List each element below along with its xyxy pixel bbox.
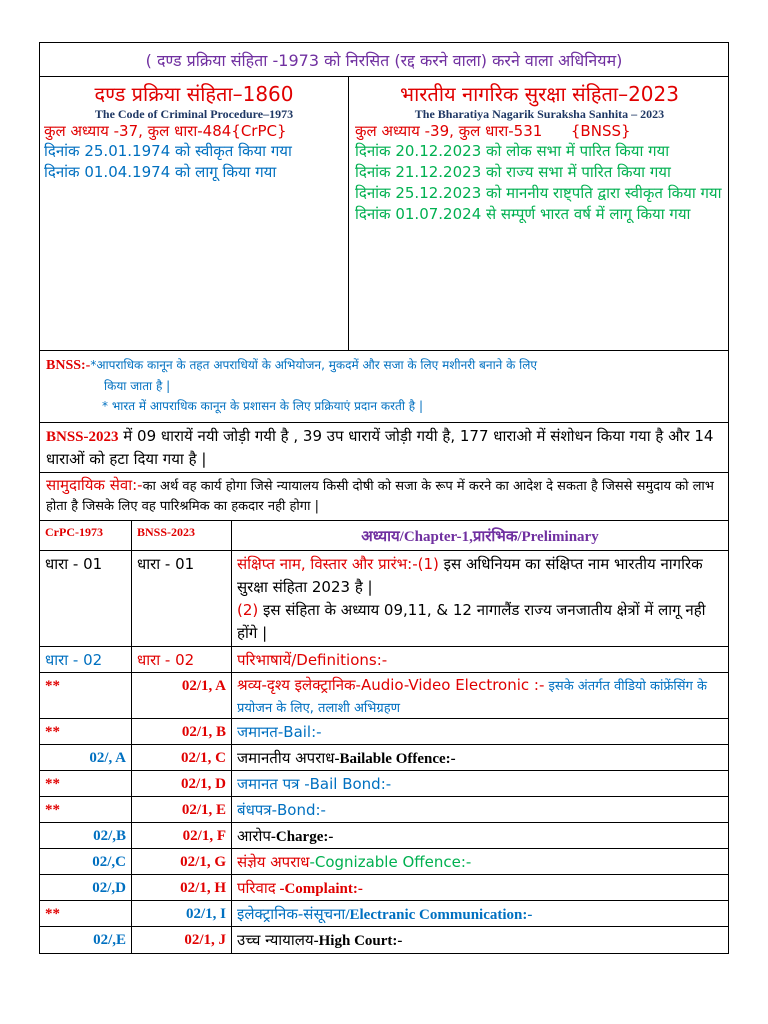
crpc-section: 02/, A bbox=[40, 745, 132, 770]
definition-term bbox=[232, 901, 728, 926]
bnss-date-3: दिनांक 25.12.2023 को माननीय राष्ट्पति द्वारा स्वीकृत किया गया bbox=[355, 184, 722, 202]
crpc-date-2: दिनांक 01.04.1974 को लागू किया गया bbox=[44, 163, 277, 181]
bnss-section: 02/1, D bbox=[132, 771, 232, 796]
bnss-count: कुल अध्याय -39, कुल धारा-531 {BNSS} bbox=[355, 122, 631, 140]
term-cognizable-hi: संज्ञेय अपराध bbox=[237, 853, 310, 871]
amendment-label: BNSS-2023 bbox=[46, 429, 119, 445]
section-1-label: संक्षिप्त नाम, विस्तार और प्रारंभ:-(1) bbox=[237, 555, 439, 573]
crpc-section: धारा - 01 bbox=[40, 551, 132, 646]
crpc-section: ** bbox=[40, 719, 132, 744]
term-bailable-offence-en: -Bailable Offence:- bbox=[334, 751, 456, 767]
bnss-section: धारा - 01 bbox=[132, 551, 232, 646]
table-row bbox=[40, 745, 728, 771]
crpc-column bbox=[40, 77, 349, 350]
definition-term bbox=[232, 823, 728, 848]
term-charge-hi: आरोप bbox=[237, 827, 271, 845]
crpc-column-header: CrPC-1973 bbox=[40, 521, 132, 550]
term-bond: बंधपत्र-Bond:- bbox=[237, 801, 326, 819]
bnss-date-4: दिनांक 01.07.2024 से सम्पूर्ण भारत वर्ष में लागू किया गया bbox=[355, 205, 691, 223]
bnss-english-title: The Bharatiya Nagarik Suraksha Sanhita – 2023 bbox=[414, 107, 665, 121]
crpc-section: धारा - 02 bbox=[40, 647, 132, 672]
crpc-count: कुल अध्याय -37, कुल धारा-484{CrPC} bbox=[44, 122, 287, 140]
crpc-section: ** bbox=[40, 673, 132, 718]
bnss-def-label: BNSS:- bbox=[46, 358, 91, 373]
community-label: सामुदायिक सेवा:- bbox=[46, 476, 143, 494]
section-1-text: इस अधिनियम का संक्षिप्त नाम भारतीय नागरिक सुरक्षा संहिता 2023 है | bbox=[237, 555, 703, 596]
term-charge-en: -Charge:- bbox=[270, 829, 334, 845]
term-complaint-en: -Complaint:- bbox=[275, 881, 363, 897]
crpc-title: दण्ड प्रक्रिया संहिता–1860 bbox=[94, 82, 294, 106]
crpc-date-1: दिनांक 25.01.1974 को स्वीकृत किया गया bbox=[44, 142, 292, 160]
term-bail: जमानत-Bail:- bbox=[237, 723, 322, 741]
code-comparison bbox=[40, 77, 728, 351]
table-row bbox=[40, 551, 728, 647]
bnss-section: 02/1, F bbox=[132, 823, 232, 848]
section-1-sub-text: इस संहिता के अध्याय 09,11, & 12 नागालैंड राज्य जनजातीय क्षेत्रों में लागू नही होंगे | bbox=[237, 601, 706, 642]
definition-term bbox=[232, 927, 728, 953]
term-bail-bond: जमानत पत्र -Bail Bond:- bbox=[237, 775, 392, 793]
definition-term bbox=[232, 745, 728, 770]
bnss-def-line-2: किया जाता है | bbox=[104, 379, 171, 393]
table-row bbox=[40, 719, 728, 745]
bnss-definition bbox=[40, 351, 728, 423]
bnss-section: 02/1, B bbox=[132, 719, 232, 744]
crpc-section: ** bbox=[40, 797, 132, 822]
table-row bbox=[40, 927, 728, 953]
crpc-section: 02/,E bbox=[40, 927, 132, 953]
bnss-section: 02/1, A bbox=[132, 673, 232, 718]
crpc-english-title: The Code of Criminal Procedure–1973 bbox=[94, 107, 294, 121]
crpc-section: ** bbox=[40, 901, 132, 926]
term-electronic-en: /Electranic Communication:- bbox=[345, 907, 533, 923]
bnss-title: भारतीय नागरिक सुरक्षा संहिता–2023 bbox=[400, 82, 679, 106]
table-row bbox=[40, 673, 728, 719]
term-cognizable-en: -Cognizable Offence:- bbox=[309, 853, 472, 871]
bnss-section: 02/1, C bbox=[132, 745, 232, 770]
bnss-def-line-3: * भारत में आपराधिक कानून के प्रशासन के लिए प्रक्रियाएं प्रदान करती है | bbox=[102, 399, 423, 413]
act-header: ( दण्ड प्रक्रिया संहिता -1973 को निरसित (रद्द करने वाला) करने वाला अधिनियम) bbox=[40, 43, 728, 77]
crpc-section: 02/,C bbox=[40, 849, 132, 874]
definition-term bbox=[232, 875, 728, 900]
table-header-row bbox=[40, 521, 728, 551]
bnss-amendment-summary bbox=[40, 423, 728, 473]
section-1-sub-label: (2) bbox=[237, 601, 259, 619]
bnss-section: धारा - 02 bbox=[132, 647, 232, 672]
bnss-section: 02/1, H bbox=[132, 875, 232, 900]
table-row bbox=[40, 823, 728, 849]
term-audio-video: श्रव्य-दृश्य इलेक्ट्रानिक-Audio-Video Electronic :- bbox=[237, 676, 545, 694]
bnss-column bbox=[349, 77, 728, 350]
bnss-date-1: दिनांक 20.12.2023 को लोक सभा में पारित किया गया bbox=[355, 142, 670, 160]
crpc-section: 02/,B bbox=[40, 823, 132, 848]
table-row bbox=[40, 875, 728, 901]
chapter-title: अध्याय/Chapter-1,प्रारंभिक/Preliminary bbox=[361, 529, 599, 545]
term-audio-video-desc: इसके अंतर्गत वीडियो कांफ्रेंसिंग के प्रयोजन के लिए, तलाशी अभिग्रहण bbox=[237, 679, 707, 716]
bnss-section: 02/1, J bbox=[132, 927, 232, 953]
term-complaint-hi: परिवाद bbox=[237, 879, 276, 897]
table-row bbox=[40, 849, 728, 875]
table-row bbox=[40, 771, 728, 797]
section-content bbox=[232, 551, 728, 646]
crpc-section: 02/,D bbox=[40, 875, 132, 900]
table-row bbox=[40, 901, 728, 927]
term-bailable-offence-hi: जमानतीय अपराध bbox=[237, 749, 335, 767]
bnss-def-line-1: *आपराधिक कानून के तहत अपराधियों के अभियोजन, मुकदमें और सजा के लिए मशीनरी बनाने के लिए bbox=[90, 358, 538, 372]
definition-term bbox=[232, 673, 728, 718]
amendment-text: में 09 धारायें नयी जोड़ी गयी है , 39 उप धारायें जोड़ी गयी है, 177 धाराओ में संशोधन किया गया है और 14 धाराओं को हटा दिया गया है | bbox=[46, 427, 714, 468]
bnss-section: 02/1, E bbox=[132, 797, 232, 822]
table-row bbox=[40, 797, 728, 823]
bnss-date-2: दिनांक 21.12.2023 को राज्य सभा में पारित किया गया bbox=[355, 163, 671, 181]
definitions-heading: परिभाषायें/Definitions:- bbox=[237, 651, 388, 669]
term-electronic-hi: इलेक्ट्रानिक-संसूचना bbox=[237, 905, 346, 923]
crpc-section: ** bbox=[40, 771, 132, 796]
bnss-section: 02/1, I bbox=[132, 901, 232, 926]
term-high-court-hi: उच्च न्यायालय bbox=[237, 931, 314, 949]
document-table bbox=[39, 42, 729, 954]
bnss-column-header: BNSS-2023 bbox=[132, 521, 232, 550]
community-service bbox=[40, 473, 728, 521]
definition-term bbox=[232, 849, 728, 874]
term-high-court-en: -High Court:- bbox=[313, 933, 403, 949]
table-row bbox=[40, 647, 728, 673]
community-text: का अर्थ वह कार्य होगा जिसे न्यायालय किसी दोषी को सजा के रूप में करने का आदेश दे सकता है जिससे समुदाय को लाभ होता है जिसके लिए वह पारिश्रमिक का हकदार नही होगा | bbox=[46, 479, 714, 514]
bnss-section: 02/1, G bbox=[132, 849, 232, 874]
